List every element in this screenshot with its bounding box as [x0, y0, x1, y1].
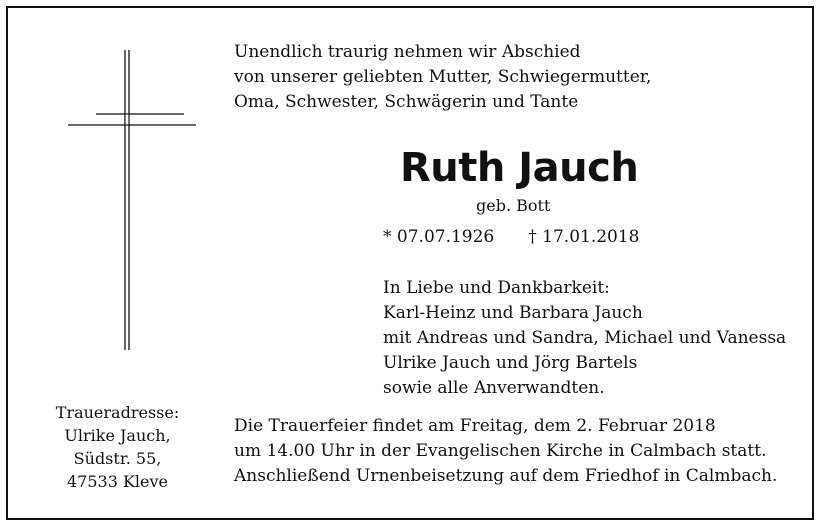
obituary-notice: [6, 6, 814, 520]
address-line: Ulrike Jauch,: [64, 426, 171, 445]
family-line: Ulrike Jauch und Jörg Bartels: [383, 353, 638, 373]
mourning-address: [50, 401, 185, 493]
life-dates: [383, 225, 640, 249]
death-date: † 17.01.2018: [528, 227, 640, 247]
intro-line: von unserer geliebten Mutter, Schwiegermutter,: [234, 67, 652, 87]
address-line: Südstr. 55,: [73, 449, 162, 468]
birth-name: geb. Bott: [476, 196, 551, 215]
family-line: mit Andreas und Sandra, Michael und Vanessa: [383, 328, 787, 348]
ceremony-line: um 14.00 Uhr in der Evangelischen Kirche in Calmbach statt.: [234, 441, 767, 461]
ceremony-info: [234, 414, 777, 489]
intro-line: Oma, Schwester, Schwägerin und Tante: [234, 92, 579, 112]
ceremony-line: Die Trauerfeier findet am Freitag, dem 2. Februar 2018: [234, 416, 716, 436]
ceremony-line: Anschließend Urnenbeisetzung auf dem Friedhof in Calmbach.: [234, 466, 778, 486]
address-line: Traueradresse:: [55, 403, 180, 422]
family-signatures: [383, 276, 786, 401]
family-line: sowie alle Anverwandten.: [383, 378, 605, 398]
cross-icon: [66, 50, 196, 350]
birth-date: * 07.07.1926: [383, 227, 495, 247]
deceased-name: Ruth Jauch: [400, 145, 639, 191]
family-line: In Liebe und Dankbarkeit:: [383, 278, 610, 298]
intro-text: [234, 40, 651, 115]
address-line: 47533 Kleve: [66, 472, 169, 491]
intro-line: Unendlich traurig nehmen wir Abschied: [234, 42, 581, 62]
family-line: Karl-Heinz und Barbara Jauch: [383, 303, 643, 323]
